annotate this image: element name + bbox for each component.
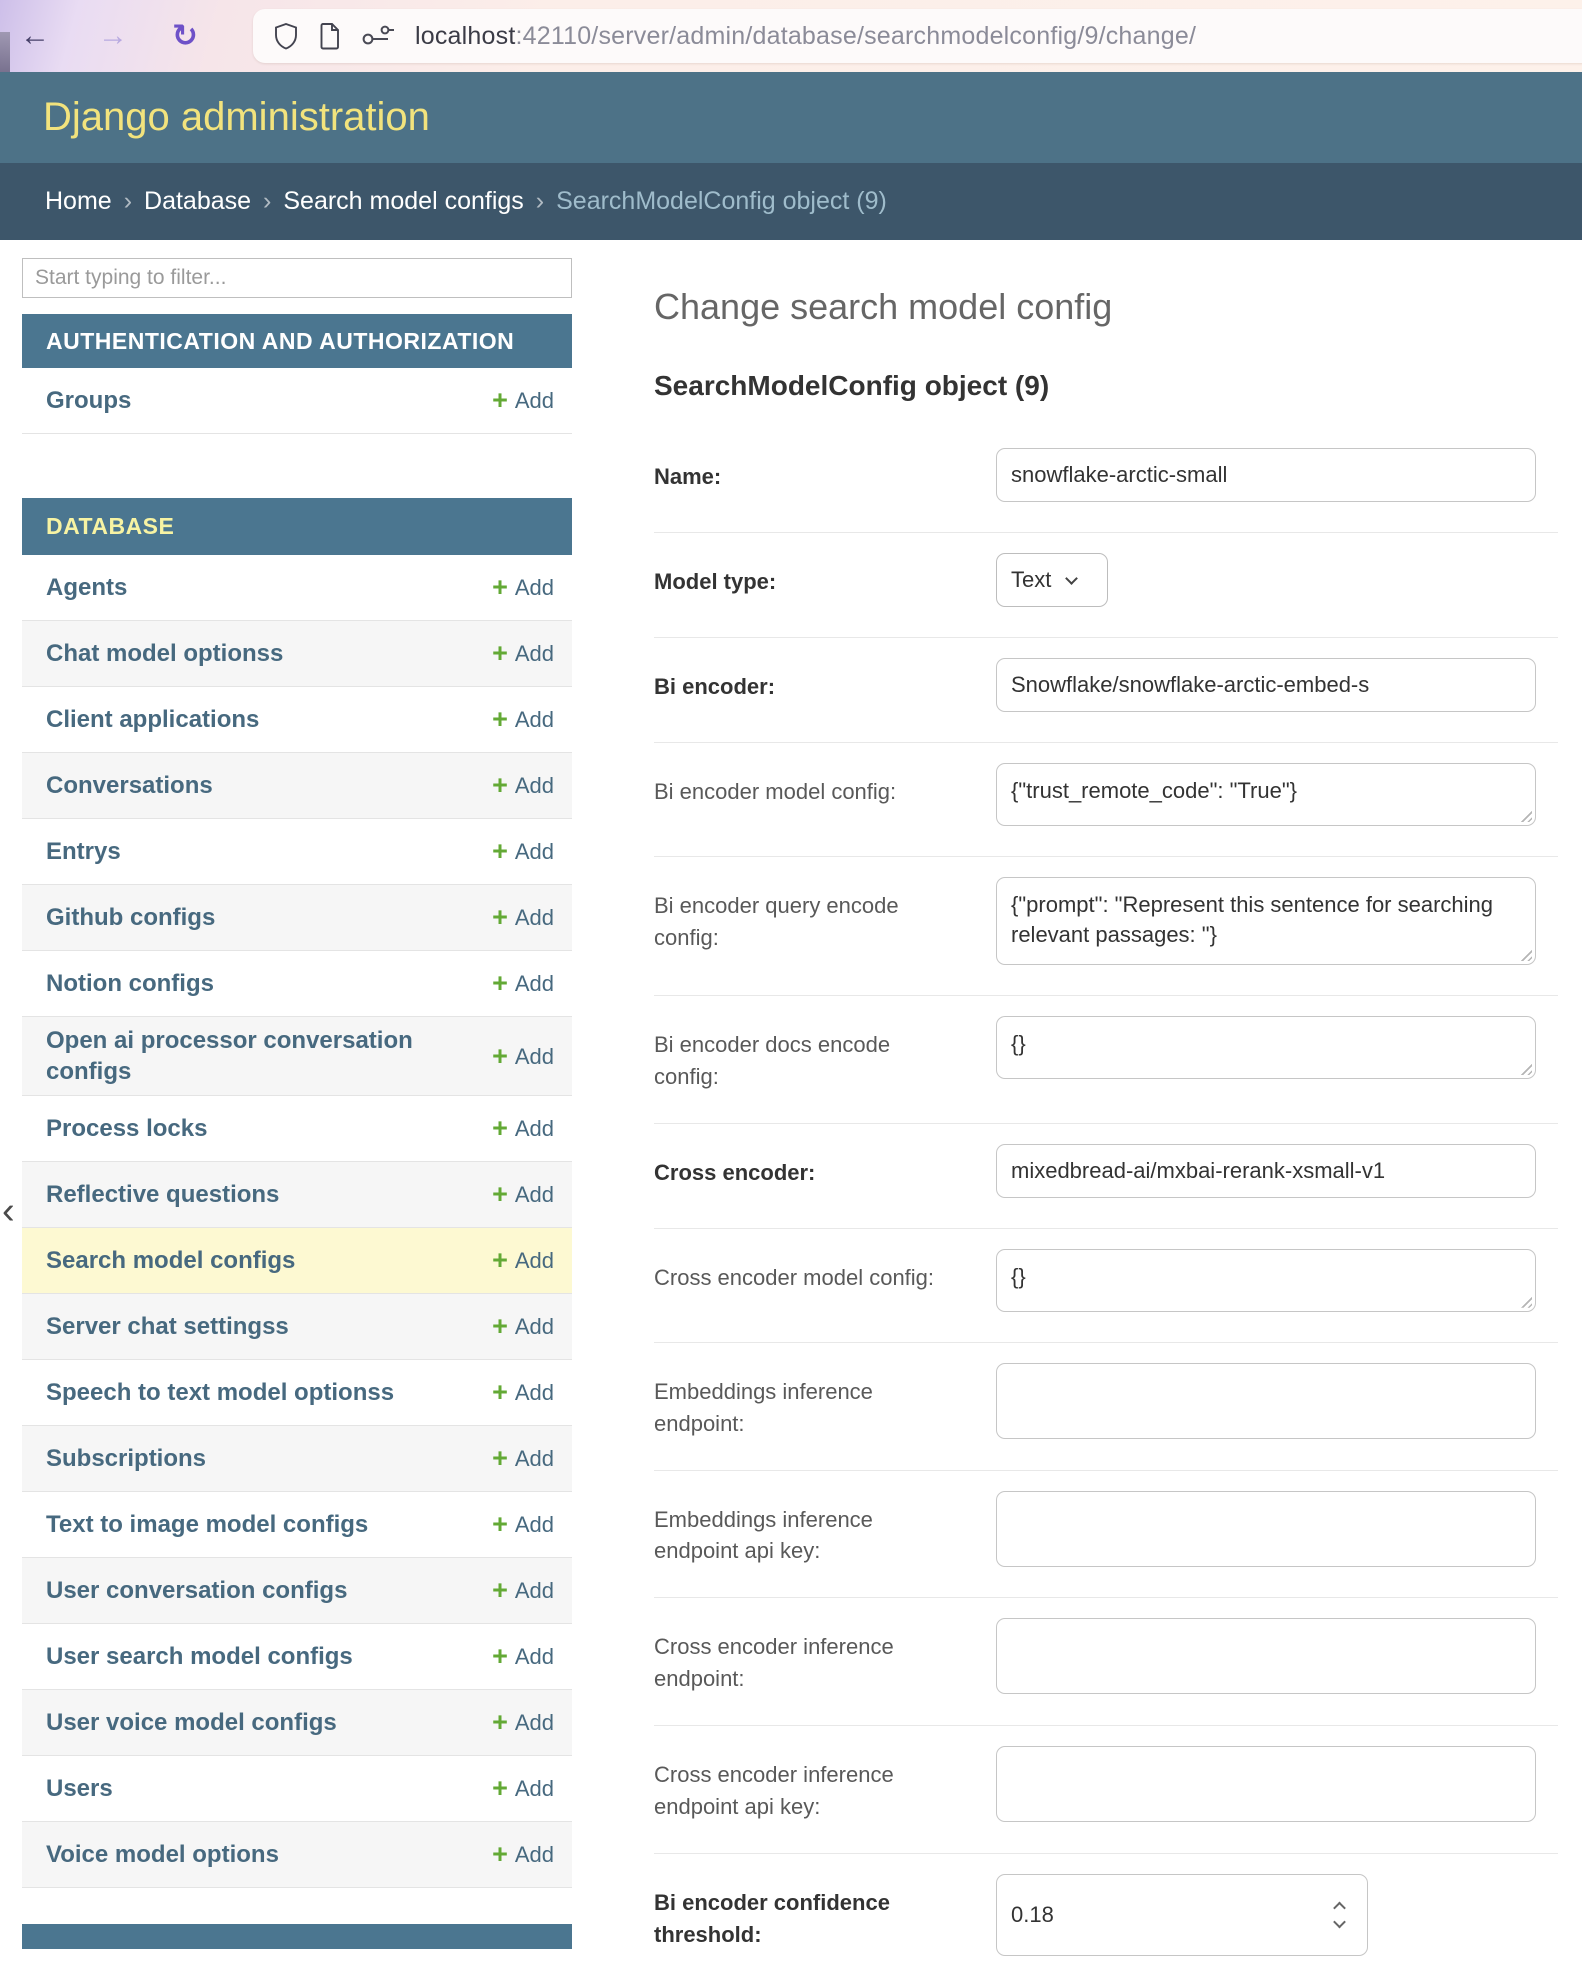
sidebar-filter-input[interactable]: Start typing to filter... bbox=[22, 258, 572, 298]
add-label: Add bbox=[514, 1512, 554, 1538]
embeddings-inference-endpoint-input[interactable] bbox=[996, 1363, 1536, 1439]
field-label-bi-encoder-confidence-threshold: Bi encoder confidence threshold: bbox=[654, 1889, 890, 1947]
field-control-bi-encoder-confidence-threshold bbox=[996, 1874, 1368, 1956]
sidebar-item-agents[interactable]: Agents bbox=[46, 573, 128, 601]
add-label: Add bbox=[514, 1314, 554, 1340]
plus-icon: + bbox=[492, 1773, 508, 1804]
sidebar-item-row-server-chat-settingss bbox=[22, 1294, 572, 1360]
plus-icon: + bbox=[492, 1377, 508, 1408]
sidebar-section-database: DATABASE bbox=[22, 498, 572, 555]
sidebar-item-client-applications[interactable]: Client applications bbox=[46, 705, 260, 733]
sidebar-item-row-chat-model-optionss bbox=[22, 621, 572, 687]
field-label-bi-encoder: Bi encoder: bbox=[654, 674, 776, 699]
field-label-cross-encoder-inference-endpoint: Cross encoder inference endpoint: bbox=[654, 1634, 894, 1692]
sidebar-item-notion-configs[interactable]: Notion configs bbox=[46, 969, 214, 997]
sidebar-item-process-locks[interactable]: Process locks bbox=[46, 1115, 208, 1143]
add-chat-model-optionss-button[interactable] bbox=[492, 638, 554, 669]
add-speech-to-text-model-optionss-button[interactable] bbox=[492, 1377, 554, 1408]
breadcrumb-link-home[interactable]: Home bbox=[45, 187, 112, 215]
sidebar-item-row-groups bbox=[22, 368, 572, 434]
sidebar bbox=[0, 240, 572, 1949]
breadcrumb-separator: › bbox=[123, 187, 133, 215]
sidebar-section-gap bbox=[22, 434, 572, 498]
sidebar-item-row-process-locks bbox=[22, 1096, 572, 1162]
add-groups-button[interactable] bbox=[492, 385, 554, 416]
main-content bbox=[572, 240, 1582, 1970]
form-row-embeddings-inference-endpoint bbox=[654, 1343, 1558, 1471]
sidebar-item-users[interactable]: Users bbox=[46, 1775, 113, 1803]
plus-icon: + bbox=[492, 1839, 508, 1870]
plus-icon: + bbox=[492, 1575, 508, 1606]
sidebar-item-open-ai-processor-conversation-configs[interactable]: Open ai processor conversation configs bbox=[46, 1027, 413, 1086]
window-corner-decoration bbox=[0, 32, 10, 72]
add-entrys-button[interactable] bbox=[492, 836, 554, 867]
forward-button[interactable]: → bbox=[98, 19, 128, 52]
add-user-conversation-configs-button[interactable] bbox=[492, 1575, 554, 1606]
add-user-search-model-configs-button[interactable] bbox=[492, 1641, 554, 1672]
add-label: Add bbox=[514, 905, 554, 930]
form-row-model-type bbox=[654, 533, 1558, 638]
add-label: Add bbox=[514, 1710, 554, 1736]
plus-icon: + bbox=[492, 638, 508, 668]
sidebar-item-row-users bbox=[22, 1756, 572, 1822]
sidebar-item-row-search-model-configs bbox=[22, 1228, 572, 1294]
field-control-embeddings-inference-endpoint-api-key bbox=[996, 1491, 1536, 1567]
sidebar-item-github-configs[interactable]: Github configs bbox=[46, 903, 216, 931]
form-row-bi-encoder-model-config bbox=[654, 743, 1558, 857]
sidebar-item-row-text-to-image-model-configs bbox=[22, 1492, 572, 1558]
field-label-model-type: Model type: bbox=[654, 569, 777, 594]
field-label-cross-encoder-inference-endpoint-api-key: Cross encoder inference endpoint api key: bbox=[654, 1762, 894, 1820]
name-input[interactable]: snowflake-arctic-small bbox=[996, 448, 1536, 502]
sidebar-item-user-conversation-configs[interactable]: User conversation configs bbox=[46, 1577, 348, 1605]
resize-handle-icon[interactable] bbox=[1518, 808, 1532, 822]
sidebar-item-row-speech-to-text-model-optionss bbox=[22, 1360, 572, 1426]
field-label-bi-encoder-model-config: Bi encoder model config: bbox=[654, 779, 897, 804]
sidebar-item-row-client-applications bbox=[22, 687, 572, 753]
field-label-bi-encoder-docs-encode-config: Bi encoder docs encode config: bbox=[654, 1032, 891, 1089]
sidebar-item-chat-model-optionss[interactable]: Chat model optionss bbox=[46, 639, 284, 667]
form-row-cross-encoder bbox=[654, 1124, 1558, 1229]
sidebar-toggle[interactable]: ‹ bbox=[2, 1190, 15, 1232]
sidebar-item-text-to-image-model-configs[interactable]: Text to image model configs bbox=[46, 1511, 369, 1539]
spinner-down-icon[interactable] bbox=[1333, 1916, 1346, 1929]
page-title: Change search model config bbox=[654, 286, 1113, 327]
add-conversations-button[interactable] bbox=[492, 770, 554, 801]
bi-encoder-input[interactable]: Snowflake/snowflake-arctic-embed-s bbox=[996, 658, 1536, 712]
sidebar-item-row-entrys bbox=[22, 819, 572, 885]
add-github-configs-button[interactable] bbox=[492, 902, 554, 933]
sidebar-item-row-github-configs bbox=[22, 885, 572, 951]
add-label: Add bbox=[514, 1380, 554, 1406]
add-process-locks-button[interactable] bbox=[492, 1113, 554, 1144]
plus-icon: + bbox=[492, 1245, 508, 1276]
sidebar-section-authentication-and-authorization: AUTHENTICATION AND AUTHORIZATION bbox=[22, 314, 572, 368]
breadcrumb bbox=[0, 163, 1582, 240]
add-open-ai-processor-conversation-configs-button[interactable] bbox=[492, 1041, 554, 1072]
sidebar-item-entrys[interactable]: Entrys bbox=[46, 837, 121, 865]
add-label: Add bbox=[514, 1644, 554, 1670]
add-user-voice-model-configs-button[interactable] bbox=[492, 1707, 554, 1738]
sidebar-item-row-user-conversation-configs bbox=[22, 1558, 572, 1624]
shield-icon[interactable] bbox=[273, 22, 299, 50]
sidebar-item-row-user-search-model-configs bbox=[22, 1624, 572, 1690]
sidebar-item-user-voice-model-configs[interactable]: User voice model configs bbox=[46, 1709, 337, 1737]
resize-handle-icon[interactable] bbox=[1518, 1061, 1532, 1075]
add-users-button[interactable] bbox=[492, 1773, 554, 1804]
model-type-select[interactable] bbox=[996, 553, 1108, 607]
add-label: Add bbox=[514, 1842, 554, 1868]
add-text-to-image-model-configs-button[interactable] bbox=[492, 1509, 554, 1540]
sidebar-item-groups[interactable]: Groups bbox=[46, 386, 132, 414]
browser-chrome bbox=[0, 0, 1582, 72]
bi-encoder-model-config-textarea[interactable]: {"trust_remote_code": "True"} bbox=[996, 763, 1536, 826]
sidebar-item-row-agents bbox=[22, 555, 572, 621]
field-label-cross-encoder: Cross encoder: bbox=[654, 1159, 816, 1185]
form-row-cross-encoder-inference-endpoint-api-key bbox=[654, 1726, 1558, 1854]
plus-icon: + bbox=[492, 704, 508, 734]
add-voice-model-options-button[interactable] bbox=[492, 1839, 554, 1870]
plus-icon: + bbox=[492, 1509, 508, 1540]
url-text: localhost:42110/server/admin/database/searchmodelconfig/9/change/ bbox=[415, 21, 1197, 50]
field-label-name: Name: bbox=[654, 464, 722, 489]
bi-encoder-confidence-threshold-stepper[interactable] bbox=[1335, 1903, 1344, 1926]
add-subscriptions-button[interactable] bbox=[492, 1443, 554, 1474]
bi-encoder-confidence-threshold-input[interactable]: 0.18 bbox=[996, 1874, 1368, 1956]
bi-encoder-query-encode-config-textarea[interactable]: {"prompt": "Represent this sentence for searching relevant passages: "} bbox=[996, 877, 1536, 965]
embeddings-inference-endpoint-api-key-input[interactable] bbox=[996, 1491, 1536, 1567]
add-client-applications-button[interactable] bbox=[492, 704, 554, 735]
spinner-up-icon[interactable] bbox=[1333, 1902, 1346, 1915]
sidebar-item-row-voice-model-options bbox=[22, 1822, 572, 1888]
field-control-bi-encoder-query-encode-config bbox=[996, 877, 1536, 965]
form-row-name bbox=[654, 428, 1558, 533]
add-label: Add bbox=[514, 707, 554, 732]
add-label: Add bbox=[514, 641, 554, 666]
sidebar-item-row-notion-configs bbox=[22, 951, 572, 1017]
resize-handle-icon[interactable] bbox=[1518, 947, 1532, 961]
sidebar-item-row-subscriptions bbox=[22, 1426, 572, 1492]
add-label: Add bbox=[514, 1578, 554, 1604]
refresh-button[interactable]: ↻ bbox=[172, 17, 198, 54]
sidebar-item-server-chat-settingss[interactable]: Server chat settingss bbox=[46, 1313, 289, 1341]
add-server-chat-settingss-button[interactable] bbox=[492, 1311, 554, 1342]
chevron-down-icon bbox=[1065, 572, 1078, 585]
field-label-embeddings-inference-endpoint: Embeddings inference endpoint: bbox=[654, 1378, 873, 1436]
change-form bbox=[654, 428, 1558, 1970]
plus-icon: + bbox=[492, 1040, 508, 1071]
back-button[interactable]: ← bbox=[20, 19, 50, 52]
object-title: SearchModelConfig object (9) bbox=[654, 370, 1050, 401]
add-notion-configs-button[interactable] bbox=[492, 968, 554, 999]
field-label-cross-encoder-model-config: Cross encoder model config: bbox=[654, 1264, 935, 1290]
breadcrumb-separator: › bbox=[263, 187, 272, 215]
breadcrumb-current: SearchModelConfig object (9) bbox=[556, 187, 887, 215]
plus-icon: + bbox=[492, 1641, 508, 1672]
plus-icon: + bbox=[492, 1707, 508, 1738]
plus-icon: + bbox=[492, 902, 508, 932]
breadcrumb-link-database[interactable]: Database bbox=[144, 187, 252, 215]
cross-encoder-input[interactable]: mixedbread-ai/mxbai-rerank-xsmall-v1 bbox=[996, 1144, 1536, 1198]
field-label-bi-encoder-query-encode-config: Bi encoder query encode config: bbox=[654, 893, 899, 950]
cross-encoder-inference-endpoint-api-key-input[interactable] bbox=[996, 1746, 1536, 1822]
plus-icon: + bbox=[492, 385, 508, 415]
add-label: Add bbox=[514, 1182, 554, 1208]
field-control-name bbox=[996, 448, 1536, 502]
add-label: Add bbox=[514, 1776, 554, 1802]
field-control-bi-encoder-docs-encode-config bbox=[996, 1016, 1536, 1079]
plus-icon: + bbox=[492, 1179, 508, 1210]
sidebar-item-row-user-voice-model-configs bbox=[22, 1690, 572, 1756]
cross-encoder-inference-endpoint-input[interactable] bbox=[996, 1618, 1536, 1694]
add-label: Add bbox=[514, 575, 554, 600]
field-label-embeddings-inference-endpoint-api-key: Embeddings inference endpoint api key: bbox=[654, 1506, 873, 1564]
sidebar-item-conversations[interactable]: Conversations bbox=[46, 771, 213, 799]
add-label: Add bbox=[514, 388, 554, 413]
sidebar-item-row-conversations bbox=[22, 753, 572, 819]
select-value: Text bbox=[1011, 567, 1052, 592]
sidebar-item-user-search-model-configs[interactable]: User search model configs bbox=[46, 1643, 353, 1671]
page-icon[interactable] bbox=[319, 22, 341, 50]
add-reflective-questions-button[interactable] bbox=[492, 1179, 554, 1210]
sidebar-item-voice-model-options[interactable]: Voice model options bbox=[46, 1841, 279, 1869]
form-row-embeddings-inference-endpoint-api-key bbox=[654, 1471, 1558, 1599]
sidebar-item-speech-to-text-model-optionss[interactable]: Speech to text model optionss bbox=[46, 1379, 395, 1407]
field-control-bi-encoder-model-config bbox=[996, 763, 1536, 826]
plus-icon: + bbox=[492, 968, 508, 998]
add-label: Add bbox=[514, 1116, 554, 1142]
breadcrumb-link-search-model-configs[interactable]: Search model configs bbox=[283, 187, 524, 215]
add-label: Add bbox=[514, 971, 554, 996]
field-control-cross-encoder-inference-endpoint-api-key bbox=[996, 1746, 1536, 1822]
form-row-cross-encoder-model-config bbox=[654, 1229, 1558, 1343]
plus-icon: + bbox=[492, 1311, 508, 1342]
plus-icon: + bbox=[492, 770, 508, 800]
resize-handle-icon[interactable] bbox=[1518, 1294, 1532, 1308]
cross-encoder-model-config-textarea[interactable]: {} bbox=[996, 1249, 1536, 1312]
field-control-cross-encoder bbox=[996, 1144, 1536, 1198]
add-label: Add bbox=[514, 1248, 554, 1274]
form-row-bi-encoder-confidence-threshold bbox=[654, 1854, 1558, 1970]
add-label: Add bbox=[514, 839, 554, 864]
bi-encoder-docs-encode-config-textarea[interactable]: {} bbox=[996, 1016, 1536, 1079]
plus-icon: + bbox=[492, 1113, 508, 1144]
form-row-cross-encoder-inference-endpoint bbox=[654, 1598, 1558, 1726]
field-control-embeddings-inference-endpoint bbox=[996, 1363, 1536, 1439]
sidebar-item-reflective-questions[interactable]: Reflective questions bbox=[46, 1181, 280, 1209]
field-control-cross-encoder-inference-endpoint bbox=[996, 1618, 1536, 1694]
field-control-bi-encoder bbox=[996, 658, 1536, 712]
form-row-bi-encoder-docs-encode-config bbox=[654, 996, 1558, 1124]
plus-icon: + bbox=[492, 572, 508, 602]
plus-icon: + bbox=[492, 1443, 508, 1474]
site-permissions-icon[interactable] bbox=[361, 25, 395, 47]
sidebar-item-search-model-configs[interactable]: Search model configs bbox=[46, 1247, 296, 1275]
admin-header bbox=[0, 72, 1582, 163]
site-title[interactable]: Django administration bbox=[43, 95, 430, 139]
url-bar[interactable] bbox=[253, 9, 1582, 63]
form-row-bi-encoder bbox=[654, 638, 1558, 743]
form-row-bi-encoder-query-encode-config bbox=[654, 857, 1558, 996]
add-search-model-configs-button[interactable] bbox=[492, 1245, 554, 1276]
field-control-cross-encoder-model-config bbox=[996, 1249, 1536, 1312]
add-label: Add bbox=[514, 773, 554, 798]
sidebar-item-row-open-ai-processor-conversation-configs bbox=[22, 1017, 572, 1096]
plus-icon: + bbox=[492, 836, 508, 866]
sidebar-next-section-strip bbox=[22, 1924, 572, 1949]
add-label: Add bbox=[514, 1043, 554, 1069]
add-label: Add bbox=[514, 1446, 554, 1472]
field-control-model-type bbox=[996, 553, 1108, 607]
sidebar-item-row-reflective-questions bbox=[22, 1162, 572, 1228]
breadcrumb-separator: › bbox=[535, 187, 545, 215]
sidebar-item-subscriptions[interactable]: Subscriptions bbox=[46, 1445, 207, 1473]
add-agents-button[interactable] bbox=[492, 572, 554, 603]
